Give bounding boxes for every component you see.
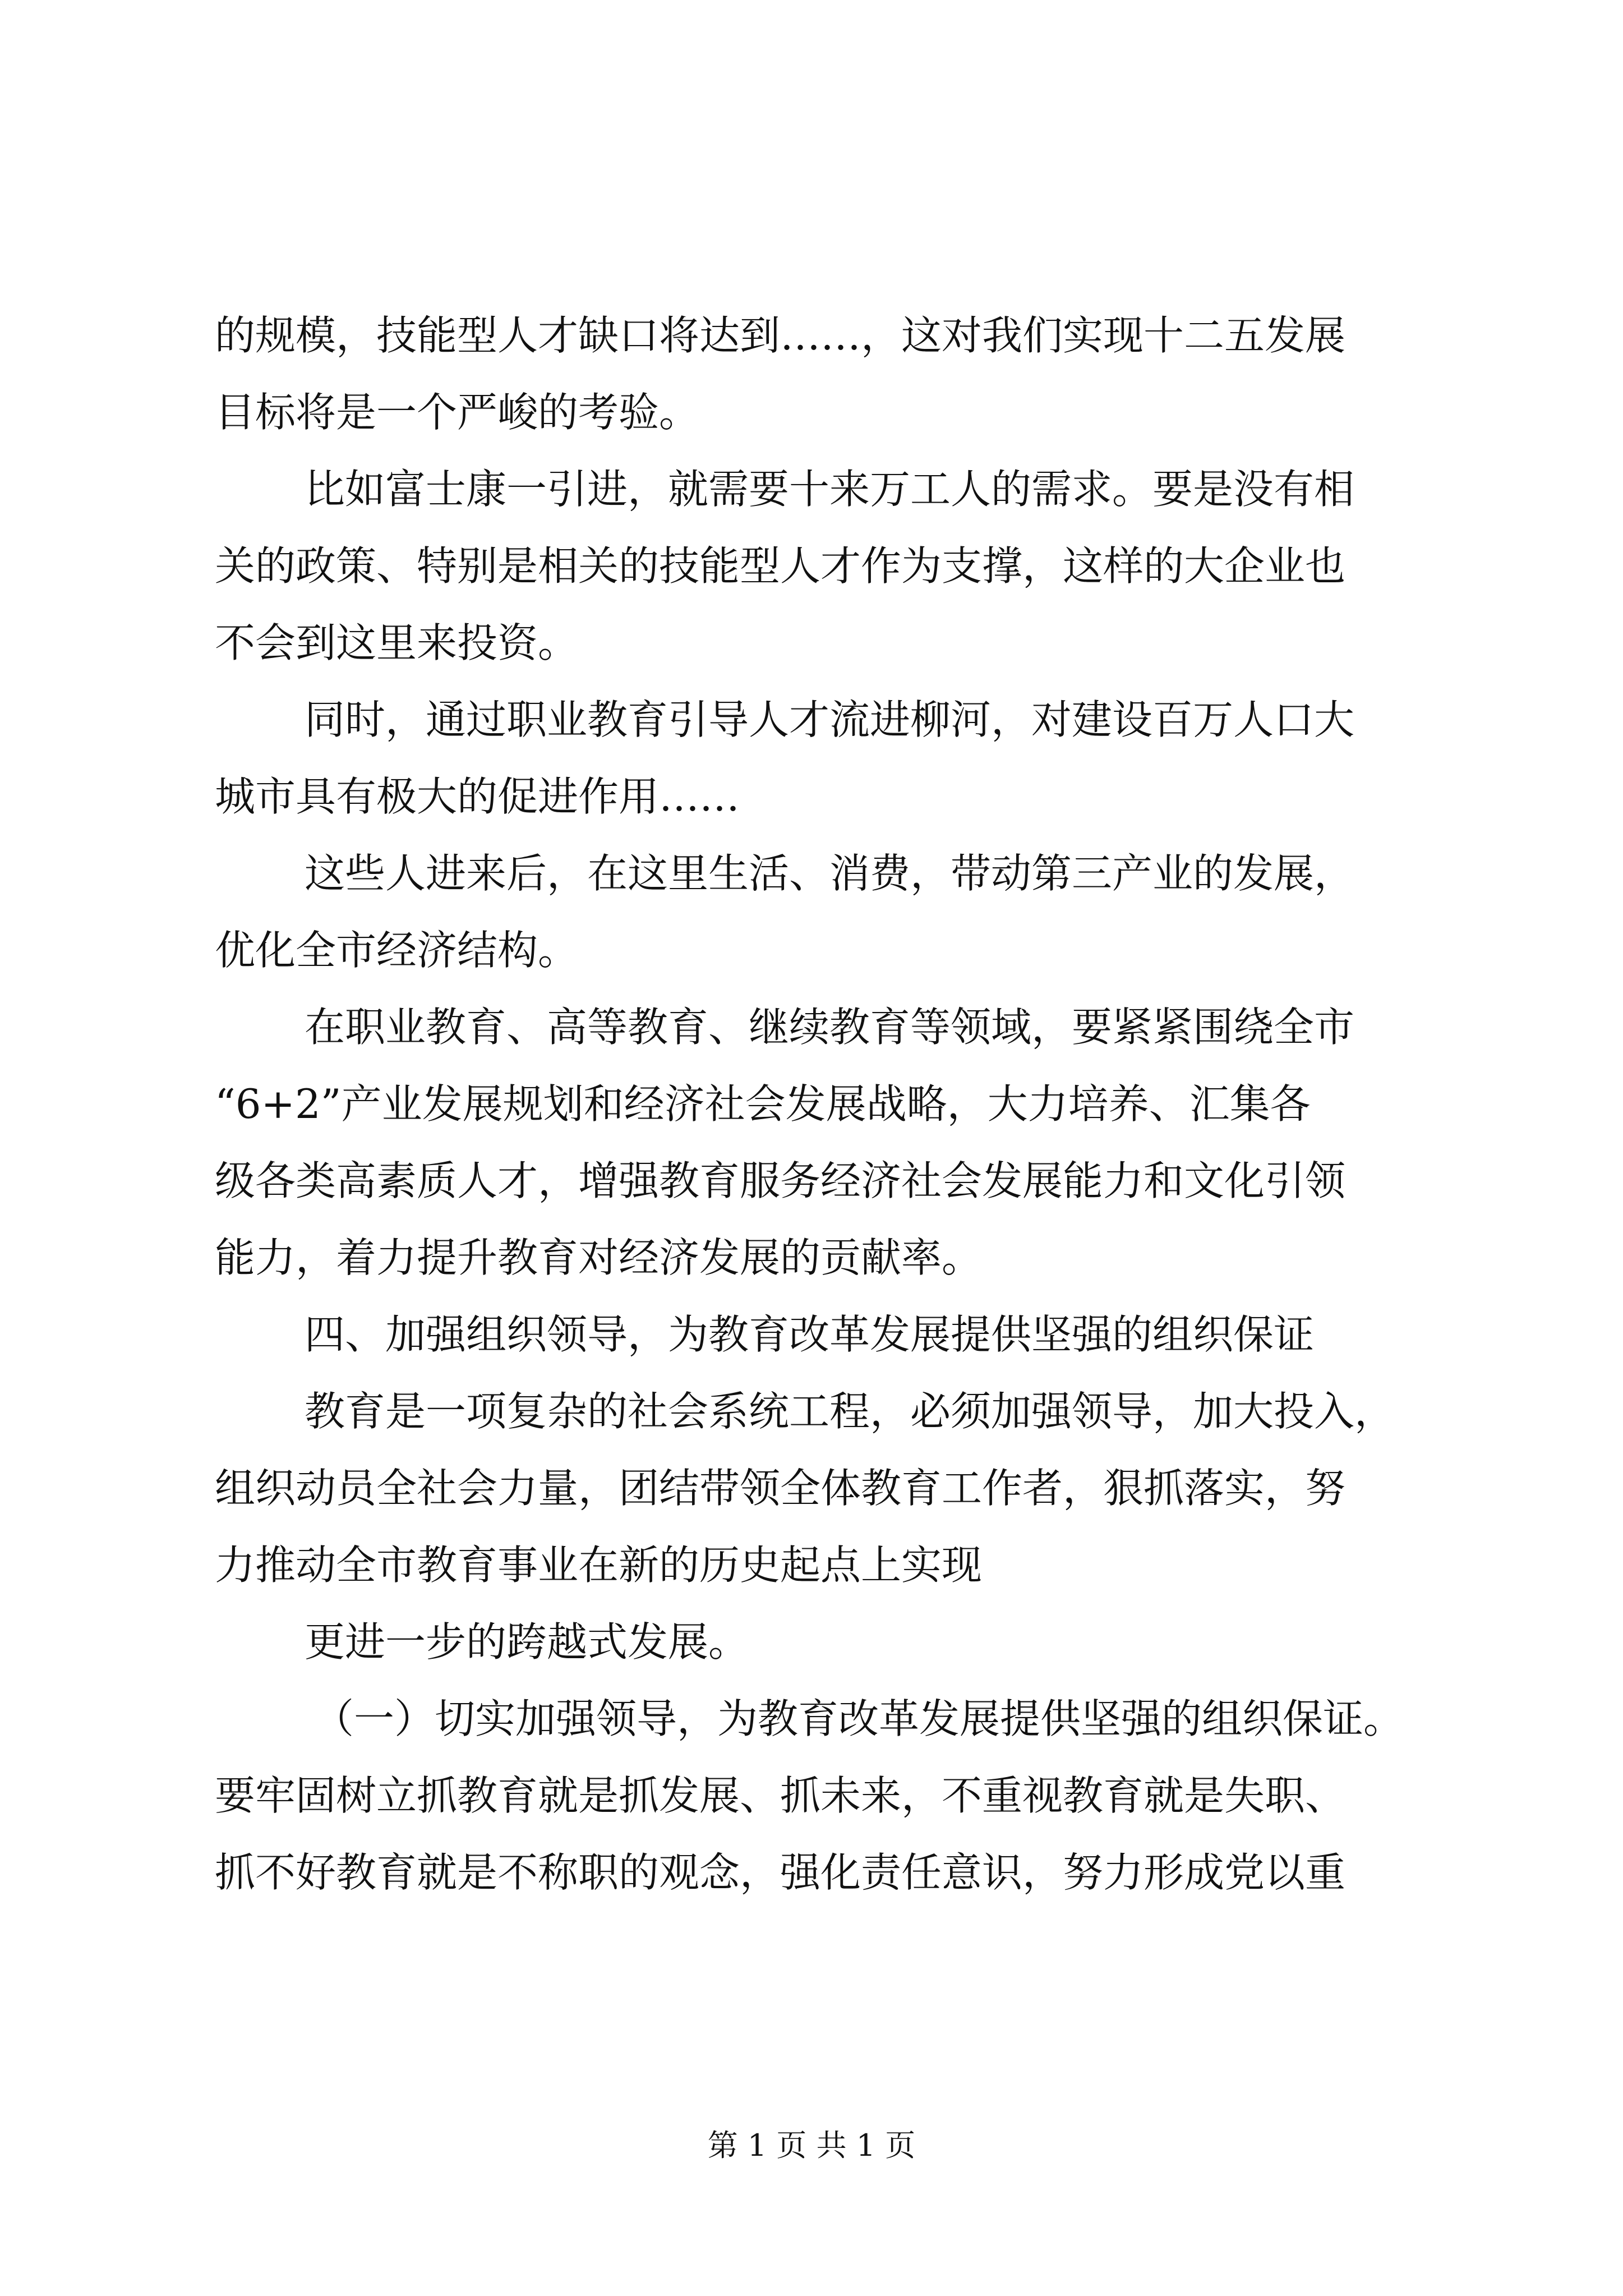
text-line-21: 抓不好教育就是不称职的观念，强化责任意识，努力形成党以重 xyxy=(215,1849,1346,1896)
text-line-16: 组织动员全社会力量，团结带领全体教育工作者，狠抓落实，努 xyxy=(215,1465,1346,1512)
text-line-1: 的规模，技能型人才缺口将达到……，这对我们实现十二五发展 xyxy=(215,312,1346,359)
text-line-13: 能力，着力提升教育对经济发展的贡献率。 xyxy=(215,1234,983,1281)
text-line-2: 目标将是一个严峻的考验。 xyxy=(215,389,700,436)
text-line-7: 城市具有极大的促进作用…… xyxy=(215,773,740,820)
text-line-15: 教育是一项复杂的社会系统工程，必须加强领导，加大投入， xyxy=(305,1388,1395,1435)
text-line-6: 同时，通过职业教育引导人才流进柳河，对建设百万人口大 xyxy=(305,696,1355,743)
text-line-9: 优化全市经济结构。 xyxy=(215,927,579,974)
text-line-8: 这些人进来后，在这里生活、消费，带动第三产业的发展， xyxy=(305,850,1355,897)
page-number-footer: 第 1 页 共 1 页 xyxy=(707,2128,916,2163)
text-line-18: 更进一步的跨越式发展。 xyxy=(305,1618,749,1665)
text-line-10: 在职业教育、高等教育、继续教育等领域，要紧紧围绕全市 xyxy=(305,1004,1355,1051)
subsection-heading: （一）切实加强领导，为教育改革发展提供坚强的组织保证。 xyxy=(313,1695,1404,1742)
text-line-17: 力推动全市教育事业在新的历史起点上实现 xyxy=(215,1542,983,1589)
text-line-3: 比如富士康一引进，就需要十来万工人的需求。要是没有相 xyxy=(305,466,1355,513)
text-line-5: 不会到这里来投资。 xyxy=(215,619,579,666)
text-line-11: “6+2”产业发展规划和经济社会发展战略，大力培养、汇集各 xyxy=(215,1080,1311,1128)
document-body xyxy=(215,297,1426,1911)
text-line-20: 要牢固树立抓教育就是抓发展、抓未来，不重视教育就是失职、 xyxy=(215,1772,1346,1819)
text-line-4: 关的政策、特别是相关的技能型人才作为支撑，这样的大企业也 xyxy=(215,542,1346,590)
text-line-12: 级各类高素质人才，增强教育服务经济社会发展能力和文化引领 xyxy=(215,1157,1346,1204)
section-heading: 四、加强组织领导，为教育改革发展提供坚强的组织保证 xyxy=(305,1311,1315,1358)
